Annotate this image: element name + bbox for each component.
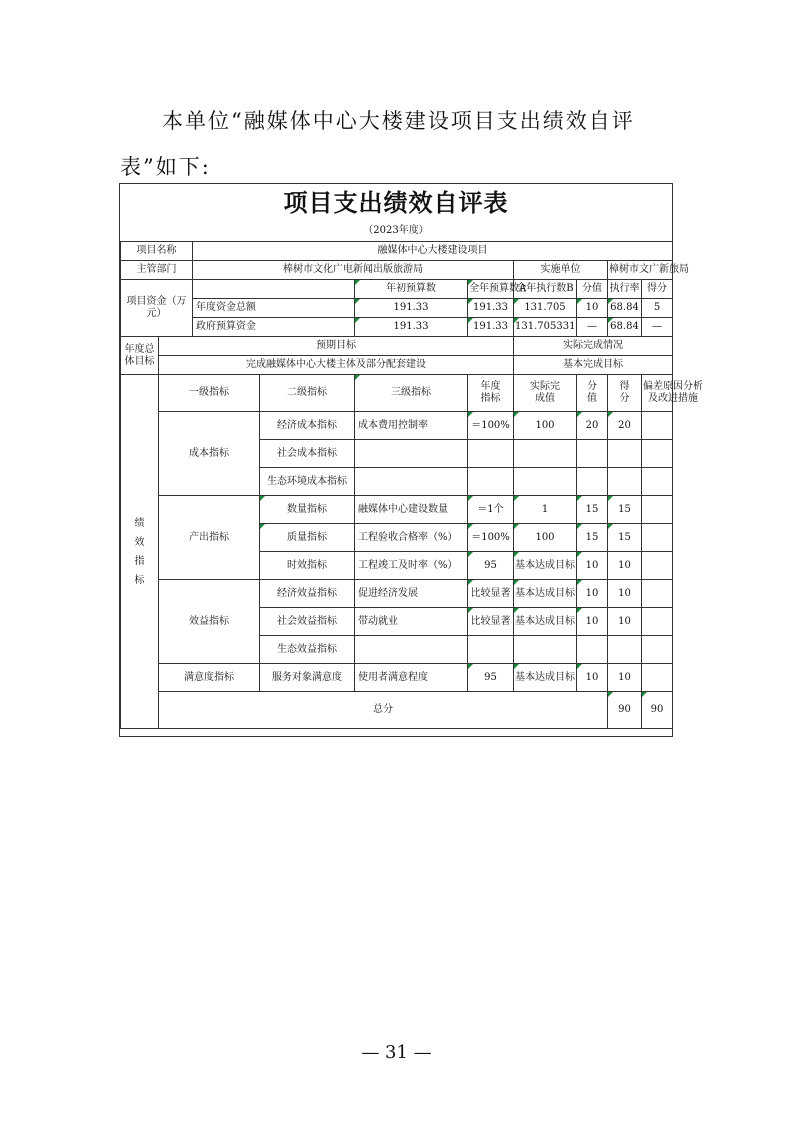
perf-l3: 使用者满意程度 [355, 664, 468, 692]
perf-reason [642, 440, 673, 468]
perf-l2: 时效指标 [260, 552, 355, 580]
perf-annual [468, 440, 514, 468]
perf-l2: 社会成本指标 [260, 440, 355, 468]
total-row [121, 692, 673, 729]
perf-header-value [577, 375, 608, 412]
perf-l3: 促进经济发展 [355, 580, 468, 608]
funds-row-label: 年度资金总额 [193, 299, 355, 318]
perf-value: 10 [577, 608, 608, 636]
perf-actual [514, 440, 577, 468]
funds-cell: 68.84 [608, 299, 642, 318]
perf-header-reason [642, 375, 703, 412]
funds-header: 全年预算数A [468, 280, 514, 299]
perf-score [608, 468, 642, 496]
perf-l3: 带动就业 [355, 608, 468, 636]
perf-reason [642, 636, 673, 664]
funds-cell: 191.33 [355, 318, 468, 337]
perf-annual: ＝1个 [468, 496, 514, 524]
perf-value [577, 440, 608, 468]
perf-l2: 生态环境成本指标 [260, 468, 355, 496]
page-number: — 31 — [361, 1042, 432, 1063]
perf-actual: 基本达成目标 [514, 664, 577, 692]
perf-group-name: 效益指标 [159, 580, 260, 664]
perf-score: 10 [608, 664, 642, 692]
perf-side-label-text: 绩效指标 [134, 517, 145, 586]
perf-actual: 基本达成目标 [514, 608, 577, 636]
funds-cell: — [577, 318, 608, 337]
perf-score: 10 [608, 608, 642, 636]
funds-header-row [121, 280, 673, 299]
perf-annual: 比较显著 [468, 580, 514, 608]
project-name-label: 项目名称 [121, 242, 193, 261]
perf-value: 20 [577, 412, 608, 440]
table-row [121, 664, 673, 692]
perf-reason [642, 524, 673, 552]
funds-cell: 68.84 [608, 318, 642, 337]
intro-paragraph: 本单位“融媒体中心大楼建设项目支出绩效自评表”如下: [120, 109, 635, 179]
funds-row-label: 政府预算资金 [193, 318, 355, 337]
self-evaluation-form [119, 183, 703, 737]
perf-reason [642, 608, 673, 636]
perf-actual: 基本达成目标 [514, 552, 577, 580]
perf-annual: ＝100% [468, 524, 514, 552]
perf-l2: 数量指标 [260, 496, 355, 524]
perf-l3 [355, 440, 468, 468]
funds-header: 执行率 [608, 280, 642, 299]
funds-header: 年初预算数 [355, 280, 468, 299]
funds-header: 得分 [642, 280, 673, 299]
goal-label: 年度总体目标 [121, 337, 159, 375]
funds-cell: 191.33 [468, 299, 514, 318]
form-year: （2023年度） [363, 225, 429, 236]
project-name-row [121, 242, 673, 261]
perf-score [608, 440, 642, 468]
department-row [121, 261, 673, 280]
perf-l3: 融媒体中心建设数量 [355, 496, 468, 524]
perf-header-score [608, 375, 642, 412]
perf-header-score-text: 得分 [619, 381, 630, 404]
dept-value: 棒树市文化广电新闻出版旅游局 [193, 261, 514, 280]
perf-annual: 比较显著 [468, 608, 514, 636]
perf-value: 15 [577, 496, 608, 524]
perf-header-annual [468, 375, 514, 412]
perf-l2: 质量指标 [260, 524, 355, 552]
goal-expected-header: 预期目标 [159, 337, 514, 356]
perf-value: 10 [577, 580, 608, 608]
perf-annual: 95 [468, 552, 514, 580]
evaluation-table [120, 241, 703, 729]
project-name-value: 融媒体中心大楼建设项目 [193, 242, 673, 261]
perf-score: 20 [608, 412, 642, 440]
perf-group-name: 成本指标 [159, 412, 260, 496]
form-title: 项目支出绩效自评表 [283, 189, 509, 217]
goal-actual-header: 实际完成情况 [514, 337, 673, 356]
perf-reason [642, 412, 673, 440]
perf-reason [642, 468, 673, 496]
funds-row [121, 299, 673, 318]
funds-header: 全年执行数B [514, 280, 577, 299]
perf-reason [642, 580, 673, 608]
perf-header-actual [514, 375, 577, 412]
perf-l2: 经济效益指标 [260, 580, 355, 608]
goal-header-row [121, 337, 673, 356]
funds-header: 分值 [577, 280, 608, 299]
perf-annual: ＝100% [468, 412, 514, 440]
perf-annual: 95 [468, 664, 514, 692]
perf-l3 [355, 468, 468, 496]
perf-group-name: 满意度指标 [159, 664, 260, 692]
perf-actual [514, 468, 577, 496]
perf-value: 10 [577, 552, 608, 580]
perf-reason [642, 664, 673, 692]
perf-value [577, 468, 608, 496]
perf-header-l1: 一级指标 [159, 375, 260, 412]
perf-l3: 成本费用控制率 [355, 412, 468, 440]
goal-actual: 基本完成目标 [514, 356, 673, 375]
perf-l2: 服务对象满意度 [260, 664, 355, 692]
funds-cell: 191.33 [468, 318, 514, 337]
funds-cell: 10 [577, 299, 608, 318]
funds-cell: 131.705 [514, 299, 577, 318]
funds-label: 项目资金（万元） [121, 280, 193, 337]
perf-actual: 100 [514, 524, 577, 552]
perf-score: 15 [608, 524, 642, 552]
goal-row [121, 356, 673, 375]
impl-value: 樟树市文广新旅局 [608, 261, 673, 280]
perf-header-annual-text: 年度指标 [480, 381, 501, 404]
perf-header-l2: 二级指标 [260, 375, 355, 412]
perf-header-row [121, 375, 673, 412]
perf-score [608, 636, 642, 664]
perf-l3: 工程验收合格率（%） [355, 524, 468, 552]
funds-row [121, 318, 673, 337]
perf-annual [468, 636, 514, 664]
perf-actual [514, 636, 577, 664]
perf-score: 10 [608, 552, 642, 580]
perf-actual: 1 [514, 496, 577, 524]
table-row [121, 412, 673, 440]
impl-label: 实施单位 [514, 261, 608, 280]
perf-actual: 基本达成目标 [514, 580, 577, 608]
perf-reason [642, 496, 673, 524]
dept-label: 主管部门 [121, 261, 193, 280]
perf-value: 10 [577, 664, 608, 692]
perf-annual [468, 468, 514, 496]
perf-value: 15 [577, 524, 608, 552]
funds-cell: — [642, 318, 673, 337]
perf-value [577, 636, 608, 664]
perf-score: 10 [608, 580, 642, 608]
total-value: 90 [608, 692, 642, 729]
table-row [121, 580, 673, 608]
perf-side-label [121, 375, 159, 729]
perf-actual: 100 [514, 412, 577, 440]
funds-cell: 131.705331 [514, 318, 577, 337]
total-score: 90 [642, 692, 673, 729]
perf-reason [642, 552, 673, 580]
perf-l2: 经济成本指标 [260, 412, 355, 440]
goal-expected: 完成融媒体中心大楼主体及部分配套建设 [159, 356, 514, 375]
funds-cell: 5 [642, 299, 673, 318]
perf-l3 [355, 636, 468, 664]
perf-score: 15 [608, 496, 642, 524]
perf-header-actual-text: 实际完成值 [530, 381, 560, 404]
perf-header-l3: 三级指标 [355, 375, 468, 412]
table-row [121, 496, 673, 524]
perf-l2: 生态效益指标 [260, 636, 355, 664]
total-label: 总分 [159, 692, 608, 729]
perf-group-name: 产出指标 [159, 496, 260, 580]
perf-header-value-text: 分值 [587, 381, 597, 404]
funds-cell: 191.33 [355, 299, 468, 318]
perf-header-reason-text: 偏差原因分析及改进措施 [643, 381, 703, 404]
perf-l2: 社会效益指标 [260, 608, 355, 636]
perf-l3: 工程竣工及时率（%） [355, 552, 468, 580]
